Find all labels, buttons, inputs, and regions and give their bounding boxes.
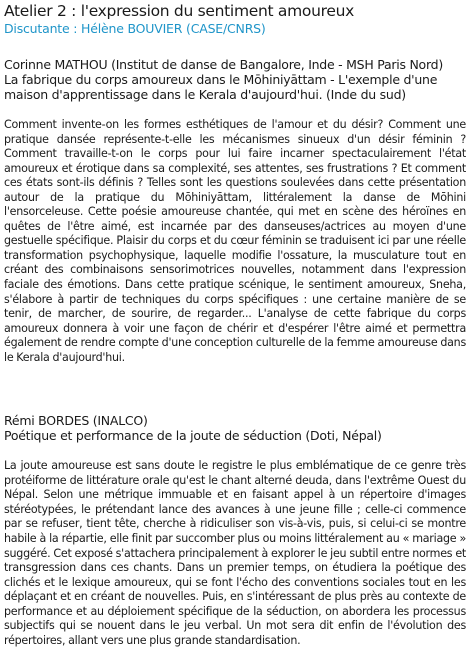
workshop-title: Atelier 2 : l'expression du sentiment amoureux: [4, 2, 354, 20]
abstract-paragraph: La joute amoureuse est sans doute le registre le plus emblématique de ce genre très protéiforme de littérature orale qu'est le chant alterné deuda, dans l'extrême Ouest du Népal. Selon une métrique immuable et en faisant appel à un répertoire d'images stéréotypées, le prétendant lance des avances à une jeune fille ; celle-ci commence par se refuser, tient tête, cherche à ridiculiser son vis-à-vis, puis, si celui-ci se montre habile à la répartie, elle finit par succomber plus ou moins littéralement au « mariage » suggéré. Cet exposé s'attachera principalement à explorer le jeu subtil entre normes et transgression dans ces chants. Dans un premier temps, on étudiera la poétique des clichés et le lexique amoureux, qui se font l'écho des conventions sociales tout en les déplaçant et en créant de nouvelles. Puis, en s'intéressant de plus près au contexte de performance et au déploiement spécifique de la séduction, on abordera les processus subjectifs qui se nouent dans le jeu verbal. Un mot sera dit enfin de l'évolution des répertoires, allant vers une plus grande standardisation.: [4, 459, 466, 647]
speaker-name: Rémi BORDES (INALCO): [4, 413, 148, 429]
discussant-line: Discutante : Hélène BOUVIER (CASE/CNRS): [4, 21, 266, 36]
speaker-name: Corinne MATHOU (Institut de danse de Bangalore, Inde - MSH Paris Nord): [4, 57, 443, 72]
page: [0, 2, 470, 660]
talk-title: La fabrique du corps amoureux dans le Mōhiniyāttam - L'exemple d'une maison d'apprentissage dans le Kerala d'aujourd'hui. (Inde du sud): [4, 72, 438, 102]
talk-title: Poétique et performance de la joute de séduction (Doti, Népal): [4, 428, 382, 444]
abstract-paragraph: Comment invente-on les formes esthétiques de l'amour et du désir? Comment une pratique dansée représente-t-elle les mécanismes sinueux d'un désir féminin ? Comment travaille-t-on le corps pour lui faire incarner spectaculairement l'état amoureux et érotique dans sa complexité, ses attentes, ses frustrations ? Et comment ces états sont-ils définis ? Telles sont les questions soulevées dans cette présentation autour de la pratique du Mōhiniyāttam, littéralement la danse de Mōhini l'ensorceleuse. Cette poésie amoureuse chantée, qui met en scène des héroïnes en quêtes de l'être aimé, est incarnée par des danseuses/actrices au moyen d'une gestuelle spécifique. Plaisir du corps et du cœur féminin se traduisent ici par une réelle transformation psychophysique, laquelle modifie l'ossature, la musculature tout en créant des combinaisons sensorimotrices nouvelles, notamment dans l'expression faciale des émotions. Dans cette pratique scénique, le sentiment amoureux, Sneha, s'élabore à partir de techniques du corps spécifiques : une certaine manière de se tenir, de marcher, de sourire, de regarder... L'analyse de cette fabrique du corps amoureux donnera à voir une façon de chérir et d'espérer l'être aimé et permettra également de rendre compte d'une conception culturelle de la femme amoureuse dans le Kerala d'aujourd'hui.: [4, 118, 466, 364]
